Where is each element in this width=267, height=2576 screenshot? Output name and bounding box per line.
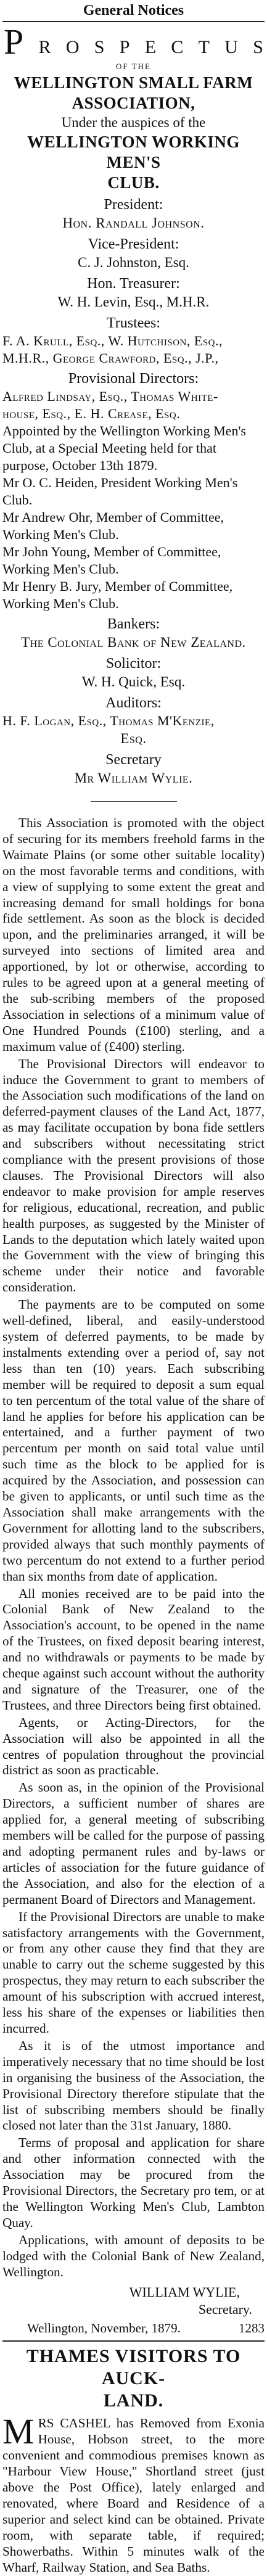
president-name: Hon. Randall Johnson. <box>62 215 205 231</box>
prospectus-letter: U <box>224 37 238 57</box>
section-header: General Notices <box>2 0 265 22</box>
of-the-label: OF THE <box>116 62 151 71</box>
drop-cap: M <box>2 2411 35 2452</box>
vice-president-name: C. J. Johnston, Esq. <box>78 255 189 270</box>
jury-line1: Mr Henry B. Jury, Member of Committee, <box>2 578 233 594</box>
auspices-line: Under the auspices of the <box>61 115 206 130</box>
dateline-place: Wellington, November, 1879. <box>27 2321 181 2336</box>
club-name-line1: WELLINGTON WORKING MEN'S <box>27 133 240 171</box>
provisional-directors-label: Provisional Directors: <box>68 371 199 387</box>
heiden-line1: Mr O. C. Heiden, President Working Men's <box>2 475 238 490</box>
body-paragraph: As it is of the utmost importance and imperatively necessary that no time should be lost in organising the business of the Association, the Provisional Directory therefore stipulate that the list of subscribing members should be finally closed not later than the 31st January, 1880. <box>2 2038 265 2133</box>
dateline-number: 1283 <box>239 2321 265 2336</box>
body-paragraph: The Provisional Directors will endeavor to induce the Government to grant to members of the Association such modifications of the land on deferred-payment clauses of the Land Act, 1877, as may facilitate occupation by bona fide settlers and subscribers without necessitating strict compliance with the present provisions of those clauses. The Provisional Directors will also endeavor to make provision for ample reserves for religious, educational, recreation, and public health purposes, as suggested by the Minister of Lands to the deputation which lately waited upon the Government with the view of bringing this scheme under their notice and favorable consideration. <box>2 1056 265 1295</box>
body-paragraph: Agents, or Acting-Directors, for the Association will also be appointed in all the centres of population throughout the provincial district as soon as practicable. <box>2 1714 265 1778</box>
org-name-line2: ASSOCIATION, <box>72 94 195 112</box>
signature-name: WILLIAM WYLIE, <box>129 2284 240 2300</box>
bankers-label: Bankers: <box>107 616 160 632</box>
ohr-line1: Mr Andrew Ohr, Member of Committee, <box>2 509 224 525</box>
president-label: President: <box>104 197 163 213</box>
solicitor-label: Solicitor: <box>105 656 162 672</box>
thames-headline-line2: LAND. <box>103 2390 164 2411</box>
auditors-line1: H. F. Logan, Esq., Thomas M'Kenzie, <box>2 713 215 728</box>
solicitor-name: W. H. Quick, Esq. <box>81 674 186 689</box>
signature-title: Secretary. <box>198 2302 252 2318</box>
notice-divider <box>2 2340 265 2342</box>
prospectus-letter: C <box>171 37 184 57</box>
prospectus-letter: S <box>253 37 263 57</box>
auditors-line2: Esq. <box>120 731 147 746</box>
prospectus-initial: P <box>4 22 24 62</box>
body-paragraph: The payments are to be computed on some well-defined, liberal, and easily-understood system of deferred payments, to be made by instalments extending over a period of, say not less than ten (10) years. Each subscribing member will be required to deposit a sum equal to ten percentum of the total value of the share of land he applies for before his application can be entertained, and a further payment of two percentum per month on said total value until such time as the block to be applied for is acquired by the Association, and possession can be given to applicants, or until such time as the Association shall make arrangements with the Government for allotting land to the subscribers, provided always that such monthly payments of two percentum do not extend to a further period than six months from date of application. <box>2 1297 265 1584</box>
young-line1: Mr John Young, Member of Committee, <box>2 544 221 559</box>
auditors-label: Auditors: <box>105 695 162 711</box>
ohr-line2: Working Men's Club. <box>2 527 119 542</box>
thames-headline-line1: THAMES VISITORS TO AUCK- <box>26 2346 241 2389</box>
prospectus-letter: P <box>119 37 130 57</box>
body-paragraph: If the Provisional Directors are unable to make satisfactory arrangements with the Government, or from any other cause they find that they are unable to carry out the scheme suggested by this prospectus, they may return to each subscriber the amount of his subscription with accrued interest, less his share of the expenses or liabilities then incurred. <box>2 1909 265 2036</box>
prospectus-letter: O <box>65 37 80 57</box>
heiden-line2: Club. <box>2 492 33 508</box>
directors-line1: Alfred Lindsay, Esq., Thomas White- <box>2 389 218 404</box>
body-paragraph: As soon as, in the opinion of the Provisional Directors, a sufficient number of shares are applied for, a general meeting of subscribing members will be called for the purpose of passing and adopting permanent rules and by-laws or articles of association for the future guidance of the Association, and also for the election of a permanent Board of Directors and Management. <box>2 1780 265 1907</box>
prospectus-letter: E <box>144 37 157 57</box>
appointed-line3: purpose, October 13th 1879. <box>2 458 158 473</box>
treasurer-name: W. H. Levin, Esq., M.H.R. <box>57 294 210 310</box>
club-name-line2: CLUB. <box>107 173 160 192</box>
trustees-label: Trustees: <box>106 315 161 331</box>
appointed-line1: Appointed by the Wellington Working Men's <box>2 423 246 438</box>
prospectus-body <box>2 815 265 2280</box>
vice-president-label: Vice-President: <box>88 236 179 252</box>
jury-line2: Working Men's Club. <box>2 596 119 611</box>
body-paragraph: This Association is promoted with the object of securing for its members freehold farms in the Waimate Plains (or some other suitable locality) on the most favorable terms and conditions, with a view of supplying to some extent the great and increasing demand for small holdings for bona fide settlement. As soon as the block is decided upon, and the preliminaries arranged, it will be surveyed into sections of limited area and apportioned, by lot or otherwise, according to rules to be agreed upon at a general meeting of the sub-scribing members of the proposed Association in selections of a minimum value of One Hundred Pounds (£100) sterling, and a maximum value of (£400) sterling. <box>2 815 265 1054</box>
secretary-label: Secretary <box>105 752 162 768</box>
body-paragraph: Applications, with amount of deposits to be lodged with the Colonial Bank of New Zealand, Wellington. <box>2 2232 265 2279</box>
short-rule-divider <box>91 801 177 802</box>
young-line2: Working Men's Club. <box>2 561 119 577</box>
secretary-name: Mr William Wylie. <box>74 770 193 786</box>
directors-line2: house, Esq., E. H. Crease, Esq. <box>2 406 181 421</box>
cashel-notice-text: RS CASHEL has Removed from Exonia House, Hobson street, to the more convenient and commodious premises known as "Harbour View House," Shortland street (just above the Post Office), lately enlarged and renovated, where Board and Residence of a superior and select kind can be obtained. Private room, with separate table, if required; Showerbaths. Within 5 minutes walk of the Wharf, Railway Station, and Sea Baths. <box>2 2416 265 2575</box>
trustees-line1: F. A. Krull, Esq., W. Hutchison, Esq., <box>2 333 223 348</box>
dateline <box>2 2319 265 2337</box>
body-paragraph: All monies received are to be paid into the Colonial Bank of New Zealand to the Association's account, to be opened in the name of the Trustees, on fixed deposit bearing interest, and no withdrawals or payments to be made by cheque against such account without the authority and signature of the Treasurer, one of the Trustees, and three Directors being first obtained. <box>2 1586 265 1713</box>
bankers-name: The Colonial Bank of New Zealand. <box>21 635 246 650</box>
treasurer-label: Hon. Treasurer: <box>87 276 180 292</box>
org-name-line1: WELLINGTON SMALL FARM <box>14 73 253 92</box>
cashel-notice <box>2 2411 265 2575</box>
prospectus-heading <box>4 22 263 62</box>
trustees-line2: M.H.R., George Crawford, Esq., J.P., <box>2 350 219 366</box>
prospectus-letter: S <box>94 37 105 57</box>
prospectus-letter: T <box>198 37 210 57</box>
prospectus-letter: R <box>38 37 51 57</box>
body-paragraph: Terms of proposal and application for share and other information connected with the Association may be procured from the Provisional Directors, the Secretary pro tem, or at the Wellington Working Men's Club, Lambton Quay. <box>2 2135 265 2230</box>
appointed-line2: Club, at a Special Meeting held for that <box>2 440 217 456</box>
